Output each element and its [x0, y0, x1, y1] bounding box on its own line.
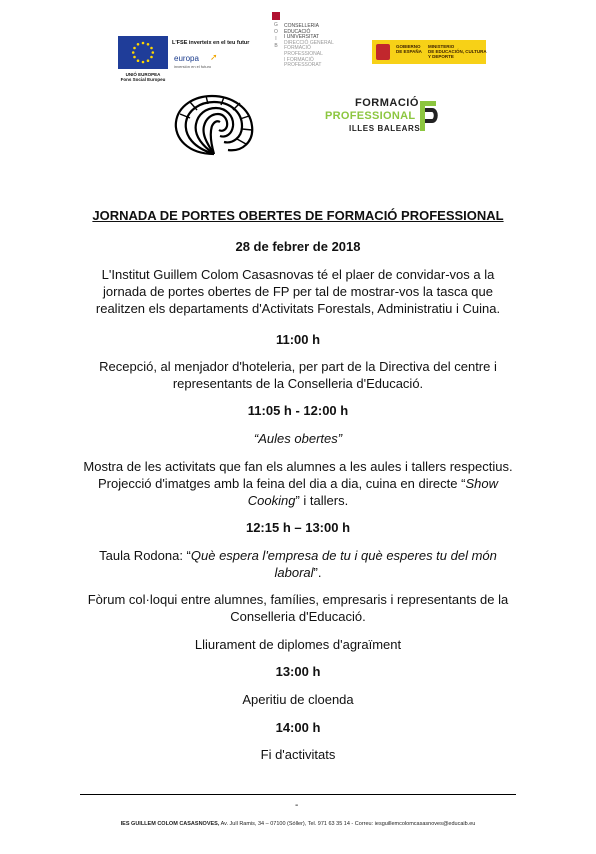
spain-min-line: MINISTERIO — [428, 44, 455, 49]
taula-line — [60, 564, 536, 581]
eu-caption-line2: Fons Social Europeu — [120, 77, 166, 82]
eu-tagline: L'FSE inverteix en el teu futur — [172, 40, 250, 46]
taula-rodona-paragraph — [60, 547, 536, 581]
taula-close: ”. — [313, 565, 322, 580]
govib-line: DIRECCIÓ GENERAL — [284, 39, 334, 46]
time-heading: 12:15 h – 13:00 h — [245, 520, 351, 535]
eu-caption — [118, 72, 168, 82]
mostra-text: ” i tallers. — [295, 493, 349, 508]
taula-label: Taula Rodona: “ — [99, 548, 191, 563]
spain-crest-icon — [376, 44, 390, 60]
taula-line — [60, 547, 536, 564]
intro-paragraph — [60, 266, 536, 317]
mostra-line — [60, 492, 536, 509]
europa-subtitle: inversión en el futuro — [174, 64, 212, 69]
govib-line: EDUCACIÓ — [284, 28, 311, 35]
footer-separator — [80, 794, 516, 795]
govern-illes-balears-logo — [272, 12, 342, 88]
reception-line: representants de la Conselleria d'Educació. — [172, 376, 424, 391]
mostra-text: Projecció d'imatges amb la feina del dia a dia, cuina en directe “ — [98, 476, 466, 491]
govib-line: PROFESSIONAL — [284, 50, 323, 57]
page-title: JORNADA DE PORTES OBERTES DE FORMACIÓ PROFESSIONAL — [92, 208, 504, 223]
footer-address — [0, 821, 596, 827]
govib-letter: G — [274, 22, 278, 28]
intro-line: L'Institut Guillem Colom Casasnovas té el plaer de convidar-vos a la — [101, 267, 495, 282]
fi-activitats-text: Fi d'activitats — [260, 747, 336, 762]
eu-flag-icon — [118, 36, 168, 69]
eu-caption-line1: UNIÓ EUROPEA — [125, 72, 161, 77]
footer-school: IES GUILLEM COLOM CASASNOVES, — [120, 821, 220, 827]
spain-gob-line: GOBIERNO — [396, 44, 421, 49]
reception-paragraph — [60, 358, 536, 392]
govib-line: I FORMACIÓ — [284, 56, 314, 63]
time-heading: 13:00 h — [275, 664, 321, 679]
intro-line: realitzen els departaments d'Activitats Forestals, Administratiu i Cuina. — [95, 301, 501, 316]
govib-line: PROFESSORAT — [284, 62, 322, 69]
govib-line: CONSELLERIA — [284, 23, 320, 29]
govib-crest-icon — [272, 12, 280, 20]
govib-line: FORMACIÓ — [284, 45, 311, 52]
spain-gobierno — [396, 44, 422, 54]
fp-professional: PROFESSIONAL — [325, 110, 416, 122]
cooking-text: Cooking — [247, 493, 296, 508]
eu-fse-logo — [118, 36, 258, 86]
govib-letter: B — [274, 43, 278, 49]
intro-line: jornada de portes obertes de FP per tal de mostrar-vos la tasca que — [103, 284, 493, 299]
govib-letter: I — [275, 36, 277, 42]
time-heading: 11:05 h - 12:00 h — [247, 403, 349, 418]
reception-line: Recepció, al menjador d'hoteleria, per part de la Directiva del centre i — [99, 359, 497, 374]
spain-min-line: DE EDUCACIÓN, CULTURA — [428, 49, 487, 54]
event-date: 28 de febrer de 2018 — [235, 239, 361, 254]
spain-gob-line: DE ESPAÑA — [396, 49, 422, 54]
mostra-line — [60, 475, 536, 492]
spain-ministerio — [428, 44, 487, 59]
mostra-line: Mostra de les activitats que fan els alumnes a les aules i tallers respectius. — [83, 459, 513, 474]
europa-word: europa — [174, 54, 199, 63]
fp-illes-balears: ILLES BALEARS — [349, 124, 421, 133]
gobierno-espana-logo — [372, 40, 486, 64]
govib-text — [284, 24, 334, 69]
taula-question-end: laboral — [274, 565, 314, 580]
show-text: Show — [465, 476, 498, 491]
govib-line: I UNIVERSITAT — [284, 34, 320, 41]
forum-paragraph — [60, 591, 536, 625]
forum-line: Conselleria d'Educació. — [230, 609, 366, 624]
lliurament-text: Lliurament de diplomes d'agraïment — [194, 637, 402, 652]
nautilus-shell-icon — [170, 92, 258, 158]
fp-formacio: FORMACIÓ — [355, 97, 419, 109]
govib-letter: O — [274, 29, 278, 35]
mostra-paragraph — [60, 458, 536, 509]
footer-dash: - — [295, 800, 299, 811]
footer-contact: Av. Jull Ramis, 34 – 07100 (Sóller), Tel. 971 63 35 14 - Correu: iesguillemcolomcasasnoves@educaib.eu — [219, 821, 476, 827]
taula-question: Què espera l'empresa de tu i què esperes tu del món — [190, 548, 497, 563]
time-heading: 14:00 h — [275, 720, 321, 735]
aperitiu-text: Aperitiu de cloenda — [242, 692, 354, 707]
govib-vertical-letters — [272, 12, 280, 50]
spain-min-line: Y DEPORTE — [428, 54, 454, 59]
aules-obertes: “Aules obertes” — [253, 431, 343, 446]
forum-line: Fòrum col·loqui entre alumnes, famílies, empresaris i representants de la — [87, 592, 509, 607]
fp-mark-icon — [420, 101, 438, 131]
europa-arrow-icon: ➚ — [210, 52, 218, 62]
formacio-professional-logo — [325, 97, 445, 141]
time-heading: 11:00 h — [275, 332, 321, 347]
